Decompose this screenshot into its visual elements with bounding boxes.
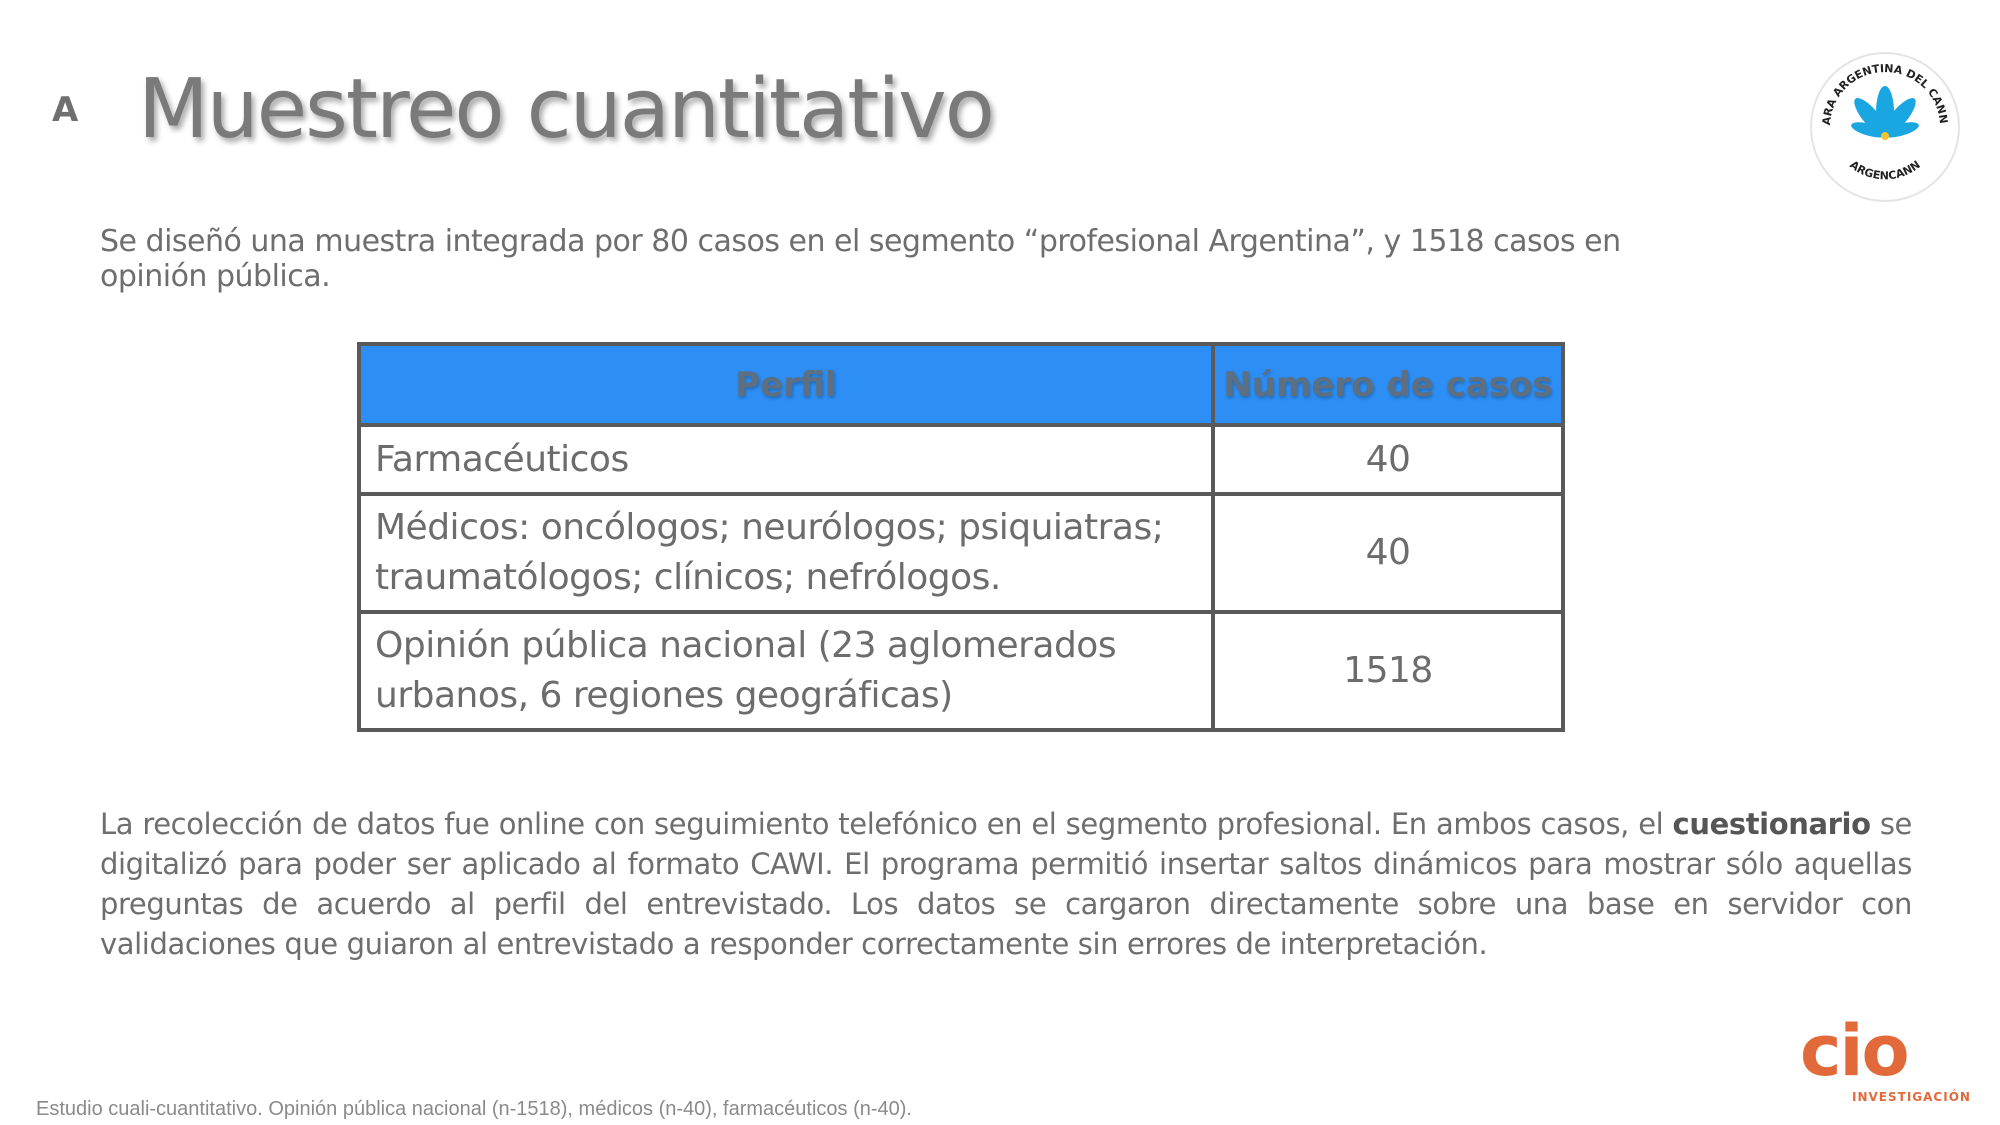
intro-text: Se diseñó una muestra integrada por 80 casos en el segmento “profesional Argentina”, y 1518 casos en opinión pública. <box>100 224 1621 294</box>
footnote: Estudio cuali-cuantitativo. Opinión pública nacional (n-1518), médicos (n-40), farmacéuticos (n-40). <box>36 1098 912 1120</box>
page-title: Muestreo cuantitativo <box>138 62 993 157</box>
cell-perfil: Médicos: oncólogos; neurólogos; psiquiatras; traumatólogos; clínicos; nefrólogos. <box>359 494 1213 612</box>
cell-perfil: Opinión pública nacional (23 aglomerados urbanos, 6 regiones geográficas) <box>359 612 1213 730</box>
table-row <box>359 425 1563 494</box>
table-row <box>359 612 1563 730</box>
body-paragraph <box>100 804 1912 964</box>
body-text-start: La recolección de datos fue online con seguimiento telefónico en el segmento profesional. En ambos casos, el <box>100 807 1673 841</box>
table-row <box>359 494 1563 612</box>
body-text-bold: cuestionario <box>1672 807 1871 841</box>
seal-text-top: ARA ARGENTINA DEL CANN <box>1819 61 1951 126</box>
cell-casos: 40 <box>1213 425 1563 494</box>
body-text-end: se digitalizó para poder ser aplicado al formato CAWI. El programa permitió insertar saltos dinámicos para mostrar sólo aquellas preguntas de acuerdo al perfil del entrevistado. Los datos se cargaron directamente sobre una base en servidor con validaciones que guiaron al entrevistado a responder correctamente sin errores de interpretación. <box>100 807 1912 961</box>
cio-logo <box>1800 1010 1971 1110</box>
table-header-row <box>359 344 1563 425</box>
seal-text-bottom: ARGENCANN <box>1847 158 1923 183</box>
header-numero-casos: Número de casos <box>1213 344 1563 425</box>
brand-tagline: INVESTIGACIÓN <box>1852 1090 1971 1104</box>
cell-casos: 1518 <box>1213 612 1563 730</box>
header-perfil: Perfil <box>359 344 1213 425</box>
cases-table <box>357 342 1565 732</box>
section-letter: A <box>52 90 79 130</box>
cell-casos: 40 <box>1213 494 1563 612</box>
cell-perfil: Farmacéuticos <box>359 425 1213 494</box>
argencann-logo <box>1808 50 1962 204</box>
brand-name: cio <box>1800 1010 1908 1092</box>
